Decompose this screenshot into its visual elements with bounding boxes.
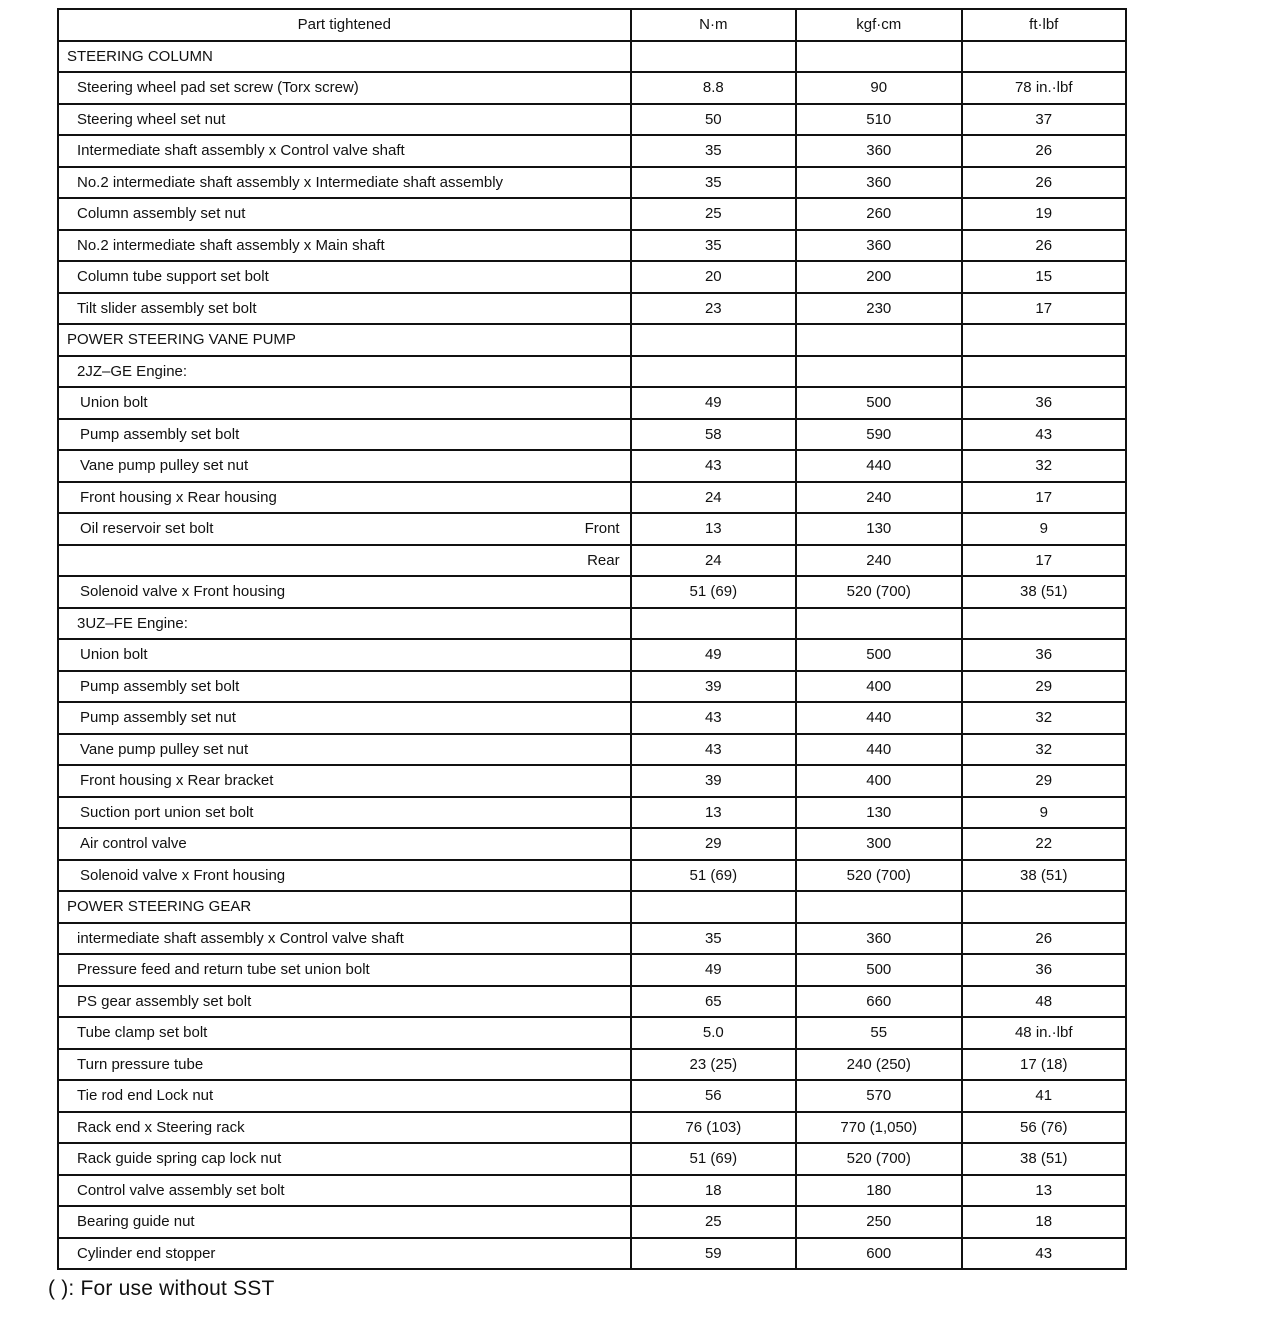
ftlbf-value — [962, 891, 1127, 923]
table-row — [58, 135, 1126, 167]
kgf-value: 400 — [796, 765, 961, 797]
ftlbf-value: 26 — [962, 167, 1127, 199]
part-name: Pump assembly set nut — [80, 709, 236, 727]
part-cell — [58, 387, 631, 419]
nm-value: 35 — [631, 135, 796, 167]
part-cell — [58, 702, 631, 734]
nm-value — [631, 356, 796, 388]
kgf-value: 260 — [796, 198, 961, 230]
nm-value: 76 (103) — [631, 1112, 796, 1144]
part-name: Vane pump pulley set nut — [80, 740, 249, 758]
part-name: Pump assembly set bolt — [80, 677, 240, 695]
nm-value: 13 — [631, 797, 796, 829]
nm-value: 49 — [631, 387, 796, 419]
header-ftlbf: ft·lbf — [962, 9, 1127, 41]
table-row — [58, 293, 1126, 325]
section-header-row — [58, 891, 1126, 923]
part-cell — [58, 293, 631, 325]
ftlbf-value: 78 in.·lbf — [962, 72, 1127, 104]
table-row — [58, 986, 1126, 1018]
kgf-value: 90 — [796, 72, 961, 104]
ftlbf-value: 29 — [962, 671, 1127, 703]
part-cell — [58, 608, 631, 640]
nm-value: 20 — [631, 261, 796, 293]
nm-value: 49 — [631, 954, 796, 986]
part-name: Steering wheel set nut — [77, 110, 226, 128]
part-name: Union bolt — [80, 394, 148, 412]
table-row — [58, 482, 1126, 514]
ftlbf-value: 9 — [962, 797, 1127, 829]
nm-value: 50 — [631, 104, 796, 136]
kgf-value: 130 — [796, 797, 961, 829]
part-cell — [58, 1143, 631, 1175]
nm-value: 8.8 — [631, 72, 796, 104]
nm-value: 18 — [631, 1175, 796, 1207]
kgf-value — [796, 41, 961, 73]
table-row — [58, 1238, 1126, 1270]
kgf-value: 360 — [796, 230, 961, 262]
part-name: Column tube support set bolt — [77, 268, 269, 286]
table-row — [58, 860, 1126, 892]
part-name: intermediate shaft assembly x Control valve shaft — [77, 929, 404, 947]
kgf-value: 55 — [796, 1017, 961, 1049]
header-row — [58, 9, 1126, 41]
part-cell — [58, 1175, 631, 1207]
kgf-value: 570 — [796, 1080, 961, 1112]
part-name: Tilt slider assembly set bolt — [77, 299, 257, 317]
nm-value: 35 — [631, 230, 796, 262]
kgf-value: 770 (1,050) — [796, 1112, 961, 1144]
part-name: Tube clamp set bolt — [77, 1024, 208, 1042]
part-name: Pump assembly set bolt — [80, 425, 240, 443]
table-row — [58, 1049, 1126, 1081]
nm-value — [631, 324, 796, 356]
kgf-value: 440 — [796, 734, 961, 766]
part-cell — [58, 828, 631, 860]
table-body — [58, 41, 1126, 1270]
part-name: Oil reservoir set bolt — [80, 520, 214, 538]
part-name: Front housing x Rear bracket — [80, 772, 274, 790]
nm-value: 56 — [631, 1080, 796, 1112]
ftlbf-value: 19 — [962, 198, 1127, 230]
part-cell — [58, 356, 631, 388]
table-row — [58, 104, 1126, 136]
part-cell — [58, 1112, 631, 1144]
kgf-value: 360 — [796, 167, 961, 199]
kgf-value: 500 — [796, 954, 961, 986]
kgf-value: 360 — [796, 923, 961, 955]
table-row — [58, 1143, 1126, 1175]
kgf-value — [796, 356, 961, 388]
ftlbf-value: 36 — [962, 954, 1127, 986]
part-cell — [58, 576, 631, 608]
part-name: Pressure feed and return tube set union bolt — [77, 961, 370, 979]
kgf-value: 400 — [796, 671, 961, 703]
part-name: No.2 intermediate shaft assembly x Intermediate shaft assembly — [77, 173, 504, 191]
ftlbf-value: 17 — [962, 545, 1127, 577]
table-row — [58, 923, 1126, 955]
subsection-title: 3UZ–FE Engine: — [77, 614, 188, 632]
ftlbf-value — [962, 41, 1127, 73]
part-cell — [58, 198, 631, 230]
footnote: ( ): For use without SST — [48, 1277, 275, 1300]
part-cell — [58, 923, 631, 955]
part-cell — [58, 104, 631, 136]
table-row — [58, 734, 1126, 766]
part-cell — [58, 230, 631, 262]
nm-value — [631, 608, 796, 640]
part-cell — [58, 513, 631, 545]
kgf-value — [796, 891, 961, 923]
ftlbf-value: 26 — [962, 923, 1127, 955]
section-title: STEERING COLUMN — [67, 47, 213, 65]
kgf-value: 500 — [796, 639, 961, 671]
nm-value: 51 (69) — [631, 576, 796, 608]
nm-value: 65 — [631, 986, 796, 1018]
part-name: Front housing x Rear housing — [80, 488, 277, 506]
ftlbf-value — [962, 324, 1127, 356]
ftlbf-value: 32 — [962, 734, 1127, 766]
ftlbf-value — [962, 356, 1127, 388]
part-name: Turn pressure tube — [77, 1055, 204, 1073]
ftlbf-value: 41 — [962, 1080, 1127, 1112]
part-name: Union bolt — [80, 646, 148, 664]
ftlbf-value: 43 — [962, 419, 1127, 451]
ftlbf-value: 38 (51) — [962, 1143, 1127, 1175]
nm-value: 5.0 — [631, 1017, 796, 1049]
table-row — [58, 1080, 1126, 1112]
nm-value: 58 — [631, 419, 796, 451]
kgf-value: 520 (700) — [796, 576, 961, 608]
nm-value: 24 — [631, 482, 796, 514]
kgf-value: 240 (250) — [796, 1049, 961, 1081]
part-name: Bearing guide nut — [77, 1213, 195, 1231]
part-name: Air control valve — [80, 835, 187, 853]
part-cell — [58, 954, 631, 986]
kgf-value: 130 — [796, 513, 961, 545]
part-name: Suction port union set bolt — [80, 803, 254, 821]
subsection-header-row — [58, 608, 1126, 640]
part-cell — [58, 167, 631, 199]
nm-value: 43 — [631, 702, 796, 734]
nm-value: 39 — [631, 671, 796, 703]
ftlbf-value: 32 — [962, 450, 1127, 482]
ftlbf-value: 36 — [962, 387, 1127, 419]
part-cell — [58, 41, 631, 73]
table-row — [58, 167, 1126, 199]
table-row — [58, 545, 1126, 577]
header-nm: N·m — [631, 9, 796, 41]
table-row — [58, 639, 1126, 671]
nm-value: 13 — [631, 513, 796, 545]
table-row — [58, 261, 1126, 293]
ftlbf-value: 26 — [962, 230, 1127, 262]
part-cell — [58, 1017, 631, 1049]
kgf-value: 440 — [796, 450, 961, 482]
ftlbf-value: 17 — [962, 482, 1127, 514]
part-cell — [58, 419, 631, 451]
kgf-value: 440 — [796, 702, 961, 734]
part-variant: Rear — [587, 551, 620, 569]
table-row — [58, 450, 1126, 482]
nm-value: 39 — [631, 765, 796, 797]
part-name: PS gear assembly set bolt — [77, 992, 252, 1010]
ftlbf-value: 56 (76) — [962, 1112, 1127, 1144]
part-cell — [58, 261, 631, 293]
table-row — [58, 797, 1126, 829]
kgf-value: 240 — [796, 545, 961, 577]
part-name: Rack end x Steering rack — [77, 1118, 245, 1136]
nm-value: 29 — [631, 828, 796, 860]
part-cell — [58, 671, 631, 703]
ftlbf-value: 9 — [962, 513, 1127, 545]
kgf-value: 520 (700) — [796, 860, 961, 892]
nm-value: 43 — [631, 734, 796, 766]
part-cell — [58, 734, 631, 766]
ftlbf-value: 18 — [962, 1206, 1127, 1238]
ftlbf-value: 48 — [962, 986, 1127, 1018]
nm-value: 24 — [631, 545, 796, 577]
nm-value: 49 — [631, 639, 796, 671]
ftlbf-value: 22 — [962, 828, 1127, 860]
part-cell — [58, 891, 631, 923]
part-name: No.2 intermediate shaft assembly x Main shaft — [77, 236, 385, 254]
part-cell — [58, 1049, 631, 1081]
nm-value: 51 (69) — [631, 860, 796, 892]
nm-value: 43 — [631, 450, 796, 482]
torque-spec-table — [57, 8, 1127, 1270]
table-row — [58, 828, 1126, 860]
table-row — [58, 1112, 1126, 1144]
ftlbf-value: 29 — [962, 765, 1127, 797]
part-cell — [58, 1080, 631, 1112]
part-cell — [58, 324, 631, 356]
table-row — [58, 72, 1126, 104]
kgf-value: 300 — [796, 828, 961, 860]
part-variant: Front — [584, 520, 620, 538]
ftlbf-value: 48 in.·lbf — [962, 1017, 1127, 1049]
part-cell — [58, 1238, 631, 1270]
table-row — [58, 1017, 1126, 1049]
ftlbf-value: 15 — [962, 261, 1127, 293]
part-cell — [58, 986, 631, 1018]
kgf-value: 500 — [796, 387, 961, 419]
kgf-value: 240 — [796, 482, 961, 514]
table-row — [58, 198, 1126, 230]
kgf-value: 510 — [796, 104, 961, 136]
ftlbf-value: 38 (51) — [962, 860, 1127, 892]
kgf-value: 180 — [796, 1175, 961, 1207]
ftlbf-value: 37 — [962, 104, 1127, 136]
table-row — [58, 954, 1126, 986]
header-part: Part tightened — [58, 9, 631, 41]
header-kgf: kgf·cm — [796, 9, 961, 41]
table-row — [58, 702, 1126, 734]
kgf-value: 590 — [796, 419, 961, 451]
table-row — [58, 1175, 1126, 1207]
part-name: Rack guide spring cap lock nut — [77, 1150, 282, 1168]
ftlbf-value: 26 — [962, 135, 1127, 167]
part-name: Cylinder end stopper — [77, 1244, 216, 1262]
table-row — [58, 387, 1126, 419]
table-row — [58, 576, 1126, 608]
nm-value: 35 — [631, 167, 796, 199]
part-cell — [58, 135, 631, 167]
part-name: Column assembly set nut — [77, 205, 246, 223]
table-row — [58, 1206, 1126, 1238]
part-name: Control valve assembly set bolt — [77, 1181, 285, 1199]
part-name: Vane pump pulley set nut — [80, 457, 249, 475]
section-header-row — [58, 324, 1126, 356]
part-cell — [58, 860, 631, 892]
ftlbf-value — [962, 608, 1127, 640]
ftlbf-value: 17 — [962, 293, 1127, 325]
ftlbf-value: 17 (18) — [962, 1049, 1127, 1081]
nm-value: 25 — [631, 198, 796, 230]
table-row — [58, 419, 1126, 451]
part-name: Steering wheel pad set screw (Torx screw) — [77, 79, 359, 97]
nm-value — [631, 891, 796, 923]
part-cell — [58, 450, 631, 482]
kgf-value: 520 (700) — [796, 1143, 961, 1175]
part-cell — [58, 482, 631, 514]
subsection-header-row — [58, 356, 1126, 388]
part-cell — [58, 797, 631, 829]
part-cell — [58, 545, 631, 577]
ftlbf-value: 43 — [962, 1238, 1127, 1270]
part-cell — [58, 765, 631, 797]
section-header-row — [58, 41, 1126, 73]
kgf-value: 660 — [796, 986, 961, 1018]
section-title: POWER STEERING GEAR — [67, 898, 252, 916]
part-name: Solenoid valve x Front housing — [80, 866, 286, 884]
ftlbf-value: 36 — [962, 639, 1127, 671]
nm-value: 51 (69) — [631, 1143, 796, 1175]
section-title: POWER STEERING VANE PUMP — [67, 331, 296, 349]
kgf-value — [796, 608, 961, 640]
nm-value — [631, 41, 796, 73]
part-name: Intermediate shaft assembly x Control valve shaft — [77, 142, 405, 160]
kgf-value: 360 — [796, 135, 961, 167]
nm-value: 23 (25) — [631, 1049, 796, 1081]
table-row — [58, 230, 1126, 262]
ftlbf-value: 13 — [962, 1175, 1127, 1207]
nm-value: 59 — [631, 1238, 796, 1270]
table-row — [58, 671, 1126, 703]
part-cell — [58, 639, 631, 671]
kgf-value: 200 — [796, 261, 961, 293]
part-cell — [58, 1206, 631, 1238]
part-name: Tie rod end Lock nut — [77, 1087, 214, 1105]
kgf-value: 230 — [796, 293, 961, 325]
part-name: Solenoid valve x Front housing — [80, 583, 286, 601]
kgf-value — [796, 324, 961, 356]
table-row — [58, 513, 1126, 545]
kgf-value: 250 — [796, 1206, 961, 1238]
nm-value: 35 — [631, 923, 796, 955]
ftlbf-value: 38 (51) — [962, 576, 1127, 608]
ftlbf-value: 32 — [962, 702, 1127, 734]
part-cell — [58, 72, 631, 104]
kgf-value: 600 — [796, 1238, 961, 1270]
nm-value: 25 — [631, 1206, 796, 1238]
subsection-title: 2JZ–GE Engine: — [77, 362, 188, 380]
table-row — [58, 765, 1126, 797]
nm-value: 23 — [631, 293, 796, 325]
